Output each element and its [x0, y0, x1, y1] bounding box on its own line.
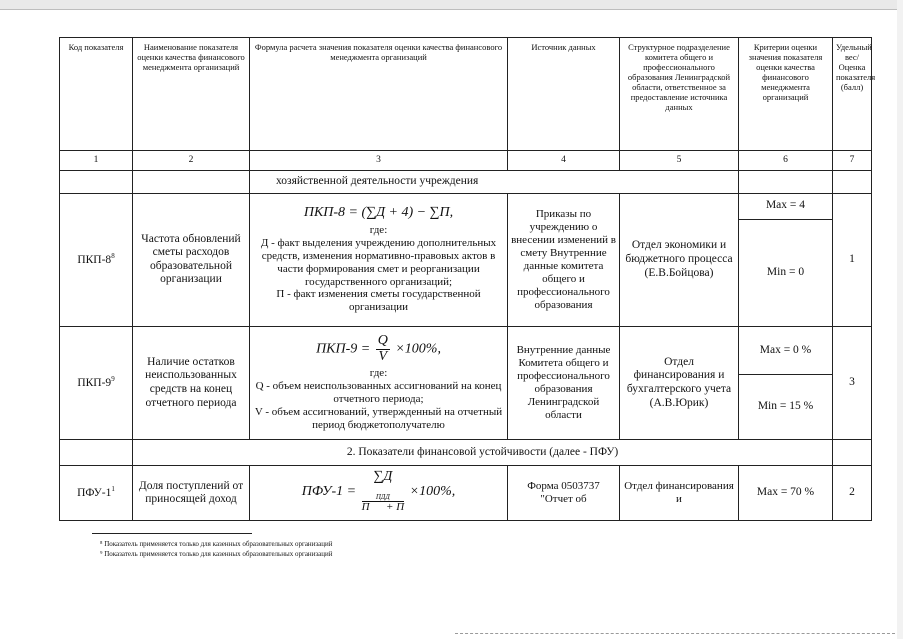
header-formula: Формула расчета значения показателя оценки качества финансового менеджмента организаций: [250, 38, 508, 151]
row-dept: Отдел финансирования и: [620, 466, 739, 521]
column-number-row: [60, 151, 872, 171]
row-formula: [250, 193, 508, 326]
criteria-max: Max = 0 %: [739, 326, 833, 375]
row-source: Приказы по учреждению о внесении изменений в смету Внутренние данные комитета общего и профессионального образования: [508, 193, 620, 326]
row-formula: [250, 466, 508, 521]
row-name: Доля поступлений от приносящей доход: [133, 466, 250, 521]
scan-bottom-fold: [455, 633, 895, 634]
col-number: 3: [250, 151, 508, 171]
row-name: Наличие остатков неиспользованных средств на конец отчетного периода: [133, 326, 250, 439]
header-criteria: Критерии оценки значения показателя оценки качества финансового менеджмента организаций: [739, 38, 833, 151]
header-code: Код показателя: [60, 38, 133, 151]
row-weight: 1: [833, 193, 872, 326]
header-source: Источник данных: [508, 38, 620, 151]
row-name: Частота обновлений сметы расходов образовательной организации: [133, 193, 250, 326]
formula-desc: Q - объем неиспользованных ассигнований на конец отчетного периода;: [255, 379, 502, 405]
formula-desc: Д - факт выделения учреждению дополнительных средств, изменения нормативно-правовых актов в части формирования смет и реорганизации государственного организаций;: [260, 236, 497, 288]
table-row: [60, 466, 872, 521]
col-number: 2: [133, 151, 250, 171]
indicator-table: [59, 37, 876, 521]
section-2-row: [60, 440, 872, 466]
formula-where: где:: [369, 366, 388, 379]
row-code: ПКП-$8^8$: [60, 193, 133, 326]
footnote-8: ⁸ Показатель применяется только для казенных образовательных организаций: [100, 540, 333, 548]
col-number: 4: [508, 151, 620, 171]
formula-fraction: $\frac{Q}{V}$: [377, 333, 388, 365]
header-weight: Удельный вес/Оценка показателя (балл): [833, 38, 872, 151]
col-number: 5: [620, 151, 739, 171]
row-code: ПФУ-$1^1$: [60, 466, 133, 521]
row-code: ПКП-$9^9$: [60, 326, 133, 439]
col-number: 1: [60, 151, 133, 171]
row-formula: [250, 326, 508, 439]
col-number: 6: [739, 151, 833, 171]
formula-desc: П - факт изменения сметы государственной организации: [276, 288, 481, 314]
criteria-max: Max = 4: [739, 193, 833, 219]
formula-expression: ПФУ-1 = ∑Д $_{ПДД}$ П + П ×100%,: [301, 469, 456, 514]
row-dept: Отдел финансирования и бухгалтерского учета (А.В.Юрик): [620, 326, 739, 439]
header-dept: Структурное подразделение комитета общего и профессионального образования Ленинградской области, ответственное за предоставление источника данных: [620, 38, 739, 151]
row-source: Внутренние данные Комитета общего и профессионального образования Ленинградской области: [508, 326, 620, 439]
table-row: [60, 193, 872, 219]
row-dept: Отдел экономики и бюджетного процесса (Е.В.Бойцова): [620, 193, 739, 326]
row-weight: 2: [833, 466, 872, 521]
row-source: Форма 0503737 "Отчет об: [508, 466, 620, 521]
footnote-divider: [92, 533, 252, 534]
section-continued-label: хозяйственной деятельности учреждения: [250, 171, 739, 193]
formula-expression: ПКП-9 = $\frac{Q}{V}$ ×100%,: [316, 333, 441, 365]
formula-expression: ПКП-8 = (∑Д + 4) − ∑П,: [303, 205, 454, 221]
criteria-max: Max = 70 %: [739, 466, 833, 521]
scan-right-edge: [897, 0, 903, 639]
row-weight: 3: [833, 326, 872, 439]
criteria-min: Min = 0: [739, 219, 833, 326]
section-2-title: 2. Показатели финансовой устойчивости (далее - ПФУ): [133, 440, 833, 466]
formula-where: где:: [369, 223, 388, 236]
header-name: Наименование показателя оценки качества финансового менеджмента организаций: [133, 38, 250, 151]
col-number: 7: [833, 151, 872, 171]
scan-top-edge: [0, 0, 903, 10]
formula-fraction: ∑Д $_{ПДД}$ П + П: [361, 469, 405, 514]
header-row: [60, 38, 872, 151]
formula-desc: V - объем ассигнований, утвержденный на отчетный период бюджетополучателю: [254, 405, 503, 431]
section-continued-row: [60, 171, 872, 193]
criteria-min: Min = 15 %: [739, 375, 833, 440]
table-row: [60, 326, 872, 375]
footnote-9: ⁹ Показатель применяется только для казенных образовательных организаций: [100, 550, 333, 558]
